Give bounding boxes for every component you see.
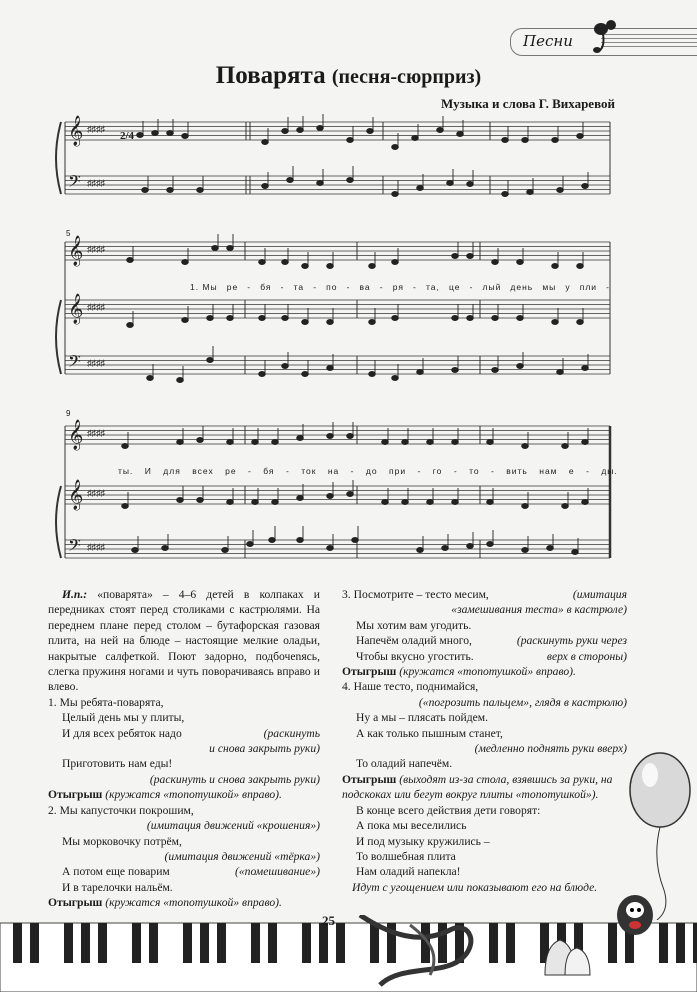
verse-line	[48, 864, 320, 879]
lyric-syllable: ре	[226, 282, 239, 292]
lyric-syllable: -	[285, 466, 290, 476]
refrain-text: (кружатся «топотушкой» вправо).	[105, 896, 282, 910]
note-head	[582, 440, 589, 445]
note-head	[227, 316, 234, 321]
note-head	[562, 504, 569, 509]
treble-clef-icon: 𝄞	[68, 294, 84, 323]
note-head	[227, 500, 234, 505]
verse-line	[48, 880, 320, 895]
stage-direction: («помешивание»)	[234, 865, 320, 879]
note-head	[162, 546, 169, 551]
note-head	[447, 181, 454, 186]
verse-line	[48, 834, 320, 849]
note-head	[367, 129, 374, 134]
final-direction: Идут с угощением или показывают его на блюде.	[352, 880, 598, 894]
note-head	[197, 188, 204, 193]
note-head	[392, 192, 399, 197]
lyric-syllable: -	[469, 282, 474, 292]
lyric-syllable: вить	[506, 466, 528, 476]
refrain-line	[48, 787, 320, 802]
lyric-syllable: до	[365, 466, 378, 476]
note-head	[327, 434, 334, 439]
refrain-text: (кружатся «топотушкой» вправо).	[399, 665, 576, 679]
note-head	[557, 188, 564, 193]
note-head	[522, 504, 529, 509]
note-head	[577, 134, 584, 139]
lyric-syllable: 1. Мы	[190, 282, 218, 292]
note-head	[552, 320, 559, 325]
note-head	[262, 184, 269, 189]
note-head	[272, 440, 279, 445]
lyrics-line-1	[190, 282, 610, 292]
note-head	[392, 376, 399, 381]
lyric-syllable: ток	[301, 466, 317, 476]
refrain-label: Отыгрыш	[342, 772, 400, 786]
note-head	[492, 316, 499, 321]
verse-text: И для всех ребяток надо	[62, 726, 182, 740]
lyric-syllable: -	[346, 282, 351, 292]
note-head	[297, 496, 304, 501]
note-head	[182, 260, 189, 265]
note-head	[297, 538, 304, 543]
key-signature-sharps: ♯♯♯♯	[87, 428, 105, 438]
piano-black-key	[336, 923, 345, 963]
note-head	[297, 128, 304, 133]
note-head	[487, 542, 494, 547]
note-head	[577, 320, 584, 325]
system-brace	[56, 486, 61, 558]
bass-clef-icon: 𝄢	[68, 537, 81, 559]
lyric-syllable: та	[293, 282, 305, 292]
verse-text: И в тарелочки нальём.	[62, 880, 173, 894]
lyrics-line-2	[118, 466, 618, 476]
verse-line	[342, 803, 627, 818]
lyric-syllable: -	[313, 282, 318, 292]
verse-line	[342, 726, 627, 741]
verse-line	[342, 864, 627, 879]
verse-text: Чтобы вкусно угостить.	[356, 649, 474, 663]
note-head	[492, 260, 499, 265]
note-head	[282, 260, 289, 265]
note-head	[352, 538, 359, 543]
note-head	[259, 316, 266, 321]
section-tab-label: Песни	[523, 32, 573, 50]
lyric-syllable: -	[586, 466, 590, 476]
key-signature-sharps: ♯♯♯♯	[87, 358, 105, 368]
stage-direction: («погрозить пальцем», глядя в кастрюлю)	[418, 695, 627, 709]
note-head	[369, 264, 376, 269]
lyric-syllable: мы	[542, 282, 557, 292]
note-head	[252, 500, 259, 505]
key-signature-sharps: ♯♯♯♯	[87, 244, 105, 254]
note-head	[207, 316, 214, 321]
note-head	[327, 494, 334, 499]
note-head	[417, 370, 424, 375]
instructions-column-left	[48, 587, 320, 911]
note-head	[137, 133, 144, 138]
stage-direction: (медленно поднять руки вверх)	[474, 742, 627, 756]
note-head	[177, 378, 184, 383]
note-head	[167, 188, 174, 193]
verse-line	[342, 818, 627, 833]
piano-black-key	[200, 923, 209, 963]
mole-cartoon-illustration	[590, 880, 680, 940]
key-signature-sharps: ♯♯♯♯	[87, 302, 105, 312]
note-head	[522, 548, 529, 553]
piano-black-key	[81, 923, 90, 963]
bass-clef-icon: 𝄢	[68, 173, 81, 195]
note-head	[402, 500, 409, 505]
note-head	[527, 190, 534, 195]
verse-line	[342, 587, 627, 602]
verse-text: 2. Мы капусточки покрошим,	[48, 803, 194, 817]
note-head	[122, 504, 129, 509]
piano-black-key	[13, 923, 22, 963]
lyric-syllable: -	[491, 466, 495, 476]
lyric-syllable: -	[247, 466, 252, 476]
piano-black-key	[438, 923, 447, 963]
piano-black-key	[506, 923, 515, 963]
note-head	[262, 140, 269, 145]
lyric-syllable: це	[448, 282, 461, 292]
piano-black-key	[217, 923, 226, 963]
lyric-syllable: -	[350, 466, 355, 476]
note-head	[282, 129, 289, 134]
note-head	[392, 260, 399, 265]
lyric-syllable: -	[379, 282, 384, 292]
piano-black-key	[693, 923, 697, 963]
verse-line	[342, 649, 627, 664]
note-head	[347, 178, 354, 183]
title-main: Поварята	[215, 62, 326, 89]
note-head	[327, 264, 334, 269]
note-head	[417, 548, 424, 553]
lyric-syllable: -	[606, 282, 610, 292]
note-head	[327, 546, 334, 551]
note-head	[452, 440, 459, 445]
verse-line	[48, 710, 320, 725]
note-head	[572, 550, 579, 555]
lyric-syllable: го	[432, 466, 443, 476]
note-head	[577, 264, 584, 269]
note-head	[327, 366, 334, 371]
lyric-syllable: по	[326, 282, 338, 292]
note-head	[287, 178, 294, 183]
note-head	[167, 131, 174, 136]
verse-line	[342, 633, 627, 648]
note-head	[282, 364, 289, 369]
note-head	[582, 500, 589, 505]
verse-text: Целый день мы у плиты,	[62, 711, 185, 725]
note-head	[369, 320, 376, 325]
note-head	[557, 370, 564, 375]
refrain-label: Отыгрыш	[48, 896, 106, 910]
page-number: 25	[322, 913, 335, 928]
piano-black-key	[98, 923, 107, 963]
note-head	[517, 260, 524, 265]
lyric-syllable: -	[453, 466, 458, 476]
instructions-column-right	[342, 587, 627, 895]
verse-text: А пока мы веселились	[356, 819, 467, 833]
note-head	[327, 320, 334, 325]
verse-line	[342, 756, 627, 771]
note-head	[152, 131, 159, 136]
bass-clef-icon: 𝄢	[68, 353, 81, 375]
note-head	[442, 546, 449, 551]
note-head	[132, 548, 139, 553]
note-head	[467, 316, 474, 321]
verse-line	[342, 679, 627, 694]
note-head	[269, 538, 276, 543]
time-signature: 2/4	[120, 130, 135, 142]
note-head	[487, 500, 494, 505]
note-head	[297, 436, 304, 441]
verse-text: Ну а мы – плясать пойдем.	[356, 711, 489, 725]
stage-direction: и снова закрыть руки)	[209, 742, 320, 756]
piano-black-key	[489, 923, 498, 963]
piano-black-key	[370, 923, 379, 963]
stage-direction: верх в стороны)	[546, 649, 627, 663]
lyric-syllable: на	[327, 466, 340, 476]
note-head	[392, 145, 399, 150]
lyric-syllable: -	[417, 466, 422, 476]
refrain-line	[342, 772, 627, 803]
note-head	[382, 440, 389, 445]
piano-black-key	[183, 923, 192, 963]
note-head	[547, 546, 554, 551]
verse-text: 4. Наше тесто, поднимайся,	[342, 680, 479, 694]
piano-black-key	[268, 923, 277, 963]
note-head	[207, 358, 214, 363]
refrain-label: Отыгрыш	[342, 665, 400, 679]
note-head	[259, 260, 266, 265]
treble-clef-icon: 𝄞	[68, 480, 84, 509]
verse-line	[342, 849, 627, 864]
note-head	[502, 138, 509, 143]
note-head	[197, 438, 204, 443]
lyric-syllable: всех	[192, 466, 214, 476]
note-head	[552, 264, 559, 269]
note-head	[182, 134, 189, 139]
note-head	[302, 320, 309, 325]
note-head	[347, 492, 354, 497]
lyric-syllable: И	[144, 466, 152, 476]
lyric-syllable: ря	[392, 282, 404, 292]
note-head	[177, 440, 184, 445]
verse-text: И под музыку кружились –	[356, 834, 490, 848]
note-head	[467, 182, 474, 187]
measure-number: 9	[66, 409, 71, 418]
stage-direction: (имитация	[572, 588, 627, 601]
key-signature-sharps: ♯♯♯♯	[87, 178, 105, 188]
piano-black-key	[132, 923, 141, 963]
piano-black-key	[319, 923, 328, 963]
note-head	[467, 544, 474, 549]
lyric-syllable: бя	[260, 282, 272, 292]
note-head	[177, 498, 184, 503]
verse-text: В конце всего действия дети говорят:	[356, 803, 541, 817]
verse-line	[342, 710, 627, 725]
lyric-syllable: день	[510, 282, 534, 292]
note-head	[467, 254, 474, 259]
verse-text: 1. Мы ребята-поварята,	[48, 695, 164, 709]
refrain-text: (выходят из-за стола, взявшись за руки, на подскоках или бегут вокруг плиты «топотушкой»).	[342, 772, 613, 802]
intro-text: «поварята» – 4–6 детей в колпаках и передниках стоят перед столиками с кастрюлями. На переднем плане перед столом – бутафорская газовая плита, на ней на блюде – настоящие мелкие оладьи, накрытые салфеткой. Поют задорно, подбочenясь, слегка пружиня ногами и чуть поворачиваясь вправо и влево.	[48, 588, 320, 694]
note-head	[562, 444, 569, 449]
treble-clef-icon: 𝄞	[68, 116, 84, 145]
note-head	[457, 132, 464, 137]
verse-text: Нам оладий напекла!	[356, 865, 461, 879]
note-head	[452, 368, 459, 373]
lyric-syllable: пли	[579, 282, 598, 292]
note-head	[582, 184, 589, 189]
intro-paragraph	[48, 587, 320, 695]
refrain-line	[342, 664, 627, 679]
lyric-syllable: у	[565, 282, 571, 292]
lyric-syllable: -	[247, 282, 252, 292]
piano-black-key	[64, 923, 73, 963]
note-head	[452, 254, 459, 259]
note-head	[302, 264, 309, 269]
note-head	[582, 366, 589, 371]
measure-number: 5	[66, 229, 71, 238]
lyric-syllable: нам	[539, 466, 558, 476]
note-head	[197, 498, 204, 503]
treble-clef-icon: 𝄞	[68, 236, 84, 265]
intro-label: И.п.:	[62, 588, 98, 601]
note-head	[142, 188, 149, 193]
verse-text: Приготовить нам еды!	[62, 757, 173, 771]
note-head	[502, 192, 509, 197]
key-signature-sharps: ♯♯♯♯	[87, 124, 105, 134]
note-head	[272, 500, 279, 505]
key-signature-sharps: ♯♯♯♯	[87, 488, 105, 498]
note-head	[317, 126, 324, 131]
note-head	[212, 246, 219, 251]
note-head	[412, 136, 419, 141]
note-head	[302, 372, 309, 377]
note-head	[252, 440, 259, 445]
piano-black-key	[251, 923, 260, 963]
note-head	[427, 440, 434, 445]
stage-direction: (имитация движений «тёрка»)	[164, 849, 320, 863]
note-head	[452, 500, 459, 505]
piano-black-key	[30, 923, 39, 963]
verse-line	[48, 756, 320, 771]
note-head	[227, 246, 234, 251]
title-subtitle: (песня-сюрприз)	[331, 66, 482, 88]
stage-direction: «замешивания теста» в кастрюле)	[451, 603, 627, 617]
note-head	[127, 323, 134, 328]
note-head	[182, 318, 189, 323]
refrain-label: Отыгрыш	[48, 788, 106, 802]
system-brace	[56, 300, 61, 374]
verse-line	[48, 695, 320, 710]
note-head	[492, 368, 499, 373]
verse-text: Мы морковочку потрём,	[62, 834, 182, 848]
stage-direction: (имитация движений «крошения»)	[146, 819, 320, 833]
note-head	[487, 440, 494, 445]
note-head	[437, 128, 444, 133]
verse-text: 3. Посмотрите – тесто месим,	[342, 588, 489, 601]
bells-illustration	[535, 930, 595, 985]
lyric-syllable: -	[413, 282, 417, 292]
note-head	[147, 376, 154, 381]
lyric-syllable: е	[568, 466, 575, 476]
note-head	[382, 500, 389, 505]
lyric-syllable: та,	[425, 282, 440, 292]
lyric-syllable: при	[389, 466, 407, 476]
note-head	[122, 444, 129, 449]
author-credit: Музыка и слова Г. Вихаревой	[441, 96, 615, 111]
verse-line	[342, 834, 627, 849]
verse-line	[48, 726, 320, 741]
note-head	[522, 444, 529, 449]
stage-direction: (раскинуть руки через	[516, 634, 627, 648]
note-head	[517, 316, 524, 321]
refrain-text: (кружатся «топотушкой» вправо).	[105, 788, 282, 802]
lyric-syllable: -	[280, 282, 285, 292]
system-brace	[56, 122, 61, 194]
note-head	[259, 372, 266, 377]
verse-text: Напечём оладий много,	[356, 634, 472, 648]
verse-text: А потом еще поварим	[62, 865, 170, 879]
verse-line	[48, 803, 320, 818]
lyric-syllable: для	[163, 466, 181, 476]
note-head	[247, 542, 254, 547]
note-head	[452, 316, 459, 321]
lyric-syllable: ре	[225, 466, 237, 476]
note-head	[222, 548, 229, 553]
note-head	[392, 316, 399, 321]
lyric-syllable: ты.	[118, 466, 134, 476]
verse-line	[342, 618, 627, 633]
key-signature-sharps: ♯♯♯♯	[87, 542, 105, 552]
note-head	[347, 434, 354, 439]
lyric-syllable: бя	[263, 466, 275, 476]
verse-text: Мы хотим вам угодить.	[356, 618, 472, 632]
note-head	[552, 138, 559, 143]
piano-black-key	[302, 923, 311, 963]
note-head	[282, 316, 289, 321]
note-head	[427, 500, 434, 505]
stage-direction: (раскинуть и снова закрыть руки)	[149, 772, 320, 786]
note-head	[317, 181, 324, 186]
note-head	[369, 372, 376, 377]
note-head	[522, 138, 529, 143]
lyric-syllable: лый	[482, 282, 502, 292]
lyric-syllable: то	[469, 466, 480, 476]
treble-clef-icon: 𝄞	[68, 420, 84, 449]
note-head	[347, 138, 354, 143]
note-head	[517, 364, 524, 369]
refrain-line	[48, 895, 320, 910]
note-head	[417, 186, 424, 191]
piano-black-key	[149, 923, 158, 963]
note-head	[227, 440, 234, 445]
note-head	[402, 440, 409, 445]
verse-text: То оладий напечём.	[356, 757, 453, 771]
note-head	[127, 258, 134, 263]
lyric-syllable: ды.	[601, 466, 618, 476]
verse-text: А как только пышным станет,	[356, 726, 503, 740]
verse-text: То волшебная плита	[356, 849, 456, 863]
lyric-syllable: ва	[359, 282, 371, 292]
stage-direction: (раскинуть	[263, 726, 320, 740]
